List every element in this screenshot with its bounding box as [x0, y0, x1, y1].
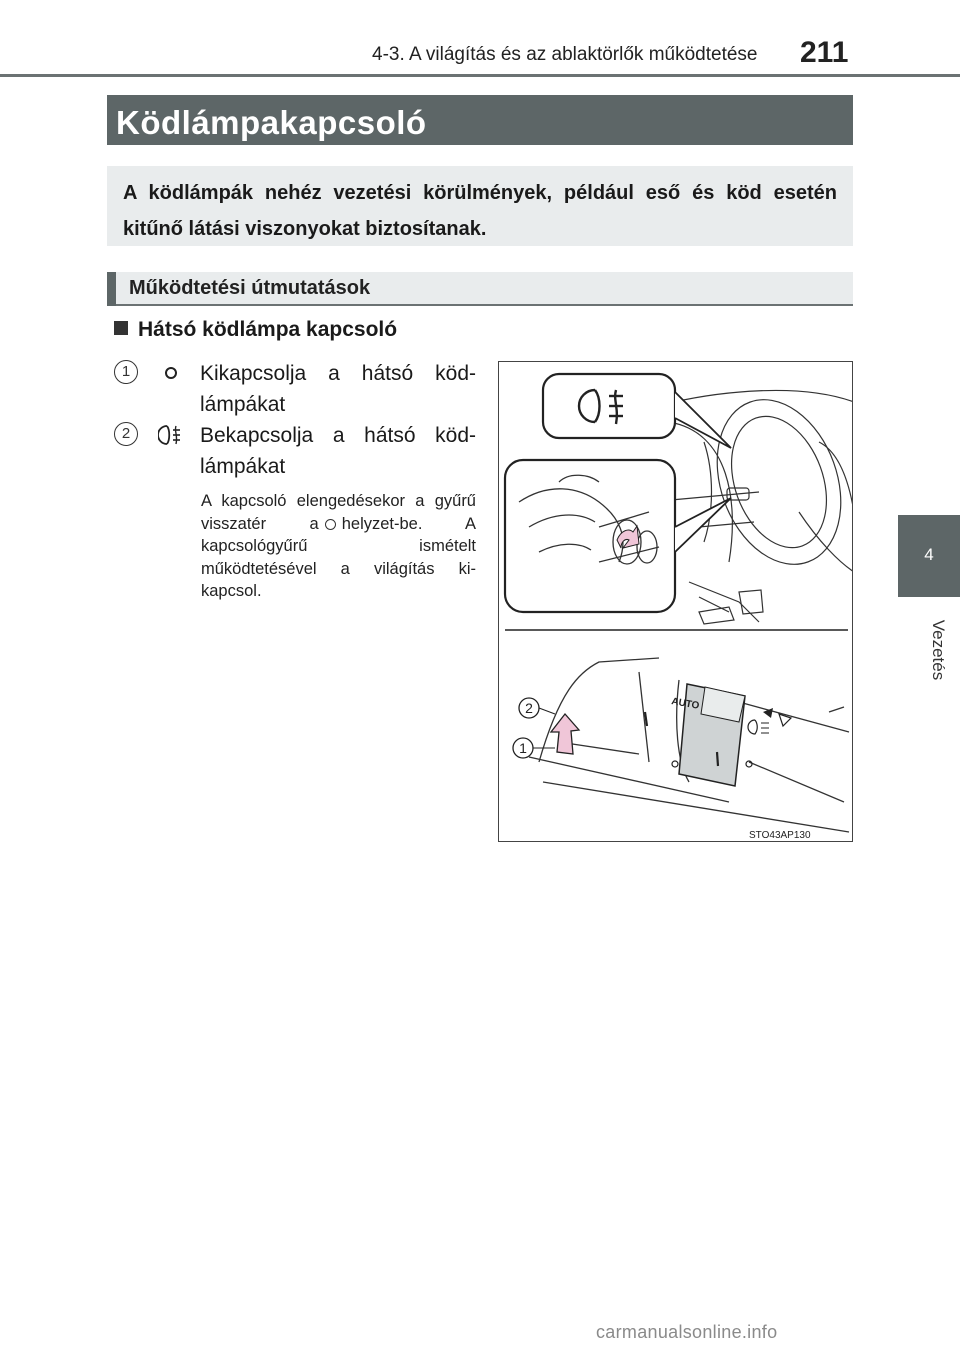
subsection-accent [107, 272, 116, 306]
callout-number: 1 [519, 740, 527, 756]
item-number: 1 [114, 360, 138, 384]
page-header [0, 0, 960, 78]
footer-watermark: carmanualsonline.info [596, 1322, 778, 1342]
sub-heading [114, 318, 397, 342]
note-part-1: A kapcsoló elengedésekor a gyűrű visszatér a [201, 492, 476, 533]
fog-lamp-switch-illustration [498, 361, 853, 842]
item-text: Bekapcsolja a hátsó köd-lámpákat [200, 424, 476, 478]
section-title: Ködlámpakapcsoló [107, 95, 853, 145]
off-circle-icon [158, 360, 184, 386]
note-part-2: helyzet-be. A kapcsológyűrű ismételt működtetésével a világítás ki-kapcsol. [201, 514, 476, 600]
subsection-label: Működtetési útmutatások [129, 277, 371, 299]
sub-heading-text: Hátsó ködlámpa kapcsoló [138, 318, 398, 341]
item-text: Kikapcsolja a hátsó köd-lámpákat [200, 362, 476, 416]
chapter-label: Vezetés [929, 619, 948, 681]
item-number: 2 [114, 422, 138, 446]
subsection-bar [107, 272, 853, 306]
square-bullet-icon [114, 321, 128, 335]
header-section-label: 4-3. A világítás és az ablaktörlők működtetése [372, 44, 758, 65]
off-circle-icon [325, 519, 336, 530]
switch-auto-label: AUTO [670, 696, 701, 712]
rear-fog-lamp-icon [158, 422, 184, 448]
chapter-number: 4 [924, 545, 934, 564]
header-rule [0, 74, 960, 77]
page-number: 211 [800, 36, 849, 69]
chapter-label-wrap [928, 610, 948, 690]
callout-number: 2 [525, 700, 533, 716]
intro-text: A ködlámpák nehéz vezetési körülmények, például eső és köd esetén kitűnő látási viszonyokat biztosítanak. [107, 166, 853, 246]
figure-code: STO43AP130 [749, 830, 811, 841]
figure-drawing [499, 362, 853, 842]
chapter-tab [898, 515, 960, 597]
note-text [201, 490, 476, 603]
